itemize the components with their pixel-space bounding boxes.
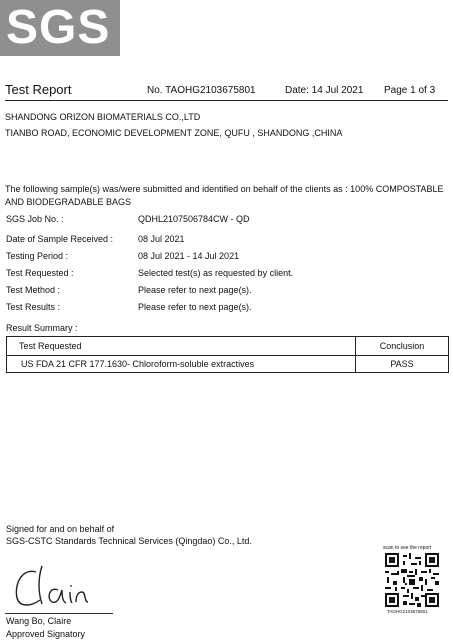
header-divider	[5, 100, 448, 101]
signatory-name: Wang Bo, Claire	[6, 616, 72, 626]
table-row	[7, 356, 449, 373]
row-conclusion: PASS	[356, 356, 449, 373]
sample-description-line1: The following sample(s) was/were submitted and identified on behalf of the clients as : 100% COMPOSTABLE	[5, 184, 444, 194]
qr-report-id: TAOHG2103675801	[387, 609, 428, 614]
report-number: No. TAOHG2103675801	[147, 85, 256, 96]
test-results-value: Please refer to next page(s).	[138, 302, 252, 312]
signatory-title: Approved Signatory	[6, 629, 86, 639]
report-title: Test Report	[5, 82, 72, 97]
result-summary-table	[6, 336, 449, 373]
date-received-label: Date of Sample Received :	[6, 234, 114, 244]
testing-period-value: 08 Jul 2021 - 14 Jul 2021	[138, 251, 240, 261]
test-method-value: Please refer to next page(s).	[138, 285, 252, 295]
job-no-value: QDHL2107506784CW - QD	[138, 214, 250, 224]
qr-code-icon[interactable]	[385, 553, 439, 607]
col-conclusion: Conclusion	[356, 337, 449, 356]
test-results-label: Test Results :	[6, 302, 61, 312]
handwritten-signature	[8, 562, 98, 612]
signature-line	[5, 613, 113, 614]
testing-period-label: Testing Period :	[6, 251, 69, 261]
table-header-row	[7, 337, 449, 356]
row-test-name: US FDA 21 CFR 177.1630- Chloroform-soluble extractives	[7, 356, 356, 373]
test-requested-label: Test Requested :	[6, 268, 74, 278]
sgs-logo-text: SGS	[6, 1, 111, 54]
sample-description-line2: AND BIODEGRADABLE BAGS	[5, 197, 132, 207]
qr-note: scan to see the report	[383, 545, 432, 551]
page-indicator: Page 1 of 3	[384, 85, 436, 96]
client-address: TIANBO ROAD, ECONOMIC DEVELOPMENT ZONE, QUFU , SHANDONG ,CHINA	[5, 128, 343, 138]
col-test-requested: Test Requested	[7, 337, 356, 356]
result-summary-heading: Result Summary :	[6, 323, 78, 333]
test-method-label: Test Method :	[6, 285, 61, 295]
job-no-label: SGS Job No. :	[6, 214, 64, 224]
signed-on-behalf: Signed for and on behalf of	[6, 524, 115, 534]
report-date: Date: 14 Jul 2021	[285, 85, 364, 96]
company-name: SGS-CSTC Standards Technical Services (Qingdao) Co., Ltd.	[6, 536, 252, 546]
test-requested-value: Selected test(s) as requested by client.	[138, 268, 294, 278]
client-name: SHANDONG ORIZON BIOMATERIALS CO.,LTD	[5, 112, 201, 122]
date-received-value: 08 Jul 2021	[138, 234, 185, 244]
